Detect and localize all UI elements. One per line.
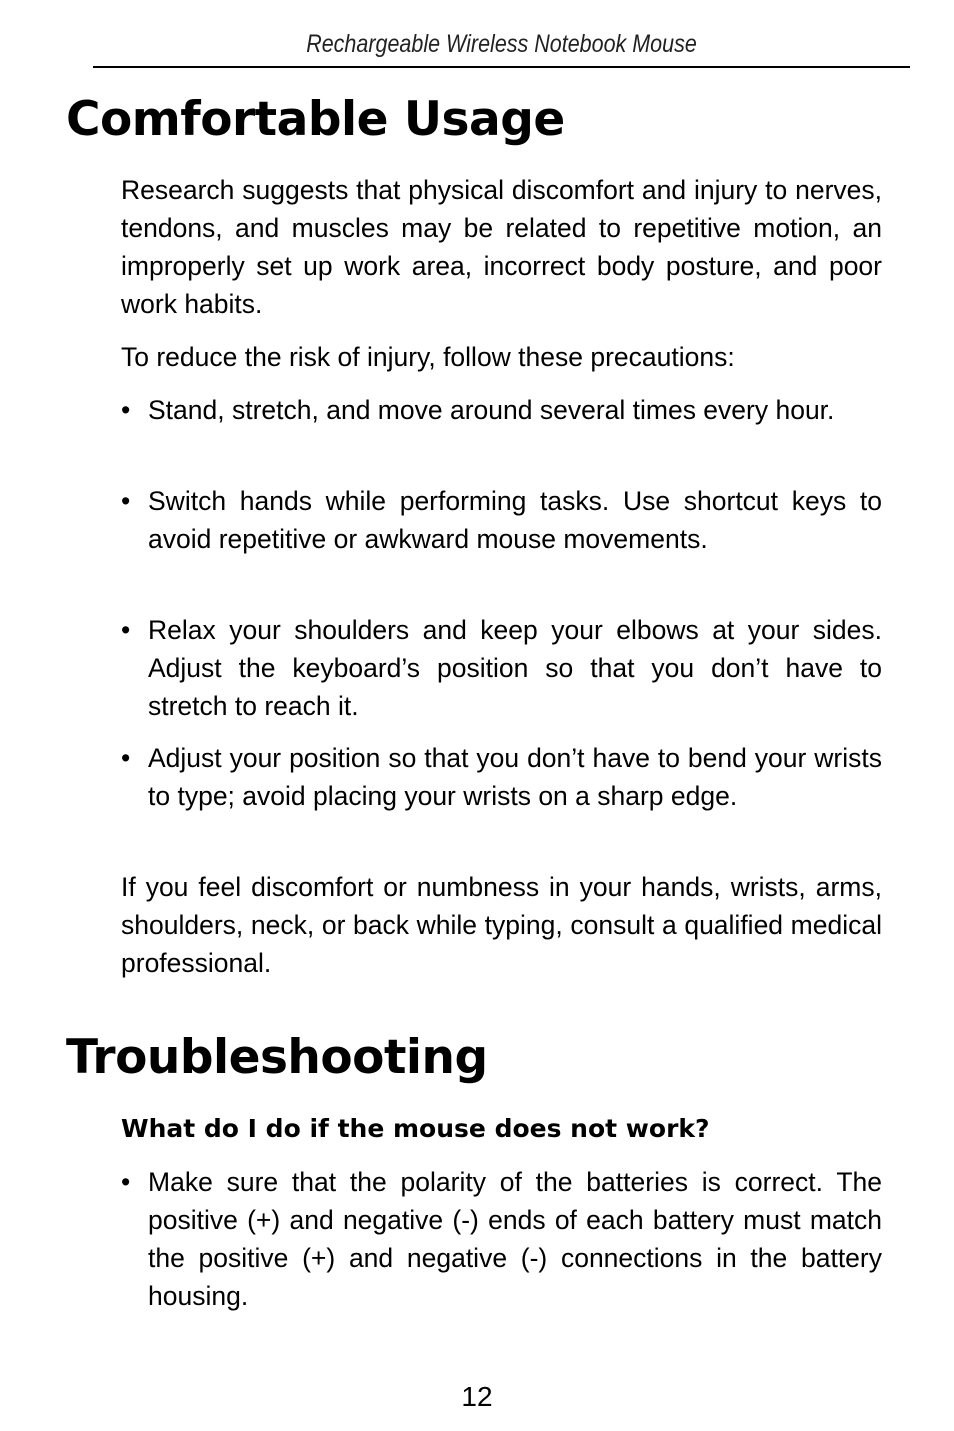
bullet-marker: • bbox=[121, 743, 131, 773]
usage-closing-paragraph: If you feel discomfort or numbness in your hands, wrists, arms, shoulders, neck, or back while typing, consult a qualified medical professional. bbox=[121, 872, 882, 978]
section-title-comfortable-usage: Comfortable Usage bbox=[66, 92, 565, 147]
page-number: 12 bbox=[461, 1381, 493, 1412]
troubleshooting-question: What do I do if the mouse does not work? bbox=[121, 1114, 710, 1143]
usage-bullet-3 bbox=[121, 611, 882, 725]
usage-bullet-1 bbox=[121, 391, 882, 429]
usage-lead-paragraph: To reduce the risk of injury, follow these precautions: bbox=[121, 342, 735, 372]
usage-bullet-text: Stand, stretch, and move around several times every hour. bbox=[148, 395, 835, 425]
usage-bullet-text: Adjust your position so that you don’t have to bend your wrists to type; avoid placing your wrists on a sharp edge. bbox=[148, 743, 882, 811]
bullet-marker: • bbox=[121, 395, 131, 425]
header-rule bbox=[93, 66, 910, 68]
bullet-marker: • bbox=[121, 486, 131, 516]
usage-bullet-text: Switch hands while performing tasks. Use shortcut keys to avoid repetitive or awkward mouse movements. bbox=[148, 486, 882, 554]
running-header: Rechargeable Wireless Notebook Mouse bbox=[306, 30, 697, 58]
troubleshooting-bullet-1 bbox=[121, 1163, 882, 1315]
bullet-marker: • bbox=[121, 615, 131, 645]
troubleshooting-bullet-text: Make sure that the polarity of the batteries is correct. The positive (+) and negative (-) ends of each battery must match the positive (+) and negative (-) connections in the battery housing. bbox=[148, 1167, 882, 1311]
usage-bullet-2 bbox=[121, 482, 882, 558]
bullet-marker: • bbox=[121, 1167, 131, 1197]
usage-bullet-text: Relax your shoulders and keep your elbows at your sides. Adjust the keyboard’s position so that you don’t have to stretch to reach it. bbox=[148, 615, 882, 721]
usage-intro-paragraph: Research suggests that physical discomfort and injury to nerves, tendons, and muscles may be related to repetitive motion, an improperly set up work area, incorrect body posture, and poor work habits. bbox=[121, 175, 882, 319]
usage-bullet-4 bbox=[121, 739, 882, 815]
section-title-troubleshooting: Troubleshooting bbox=[66, 1030, 488, 1085]
